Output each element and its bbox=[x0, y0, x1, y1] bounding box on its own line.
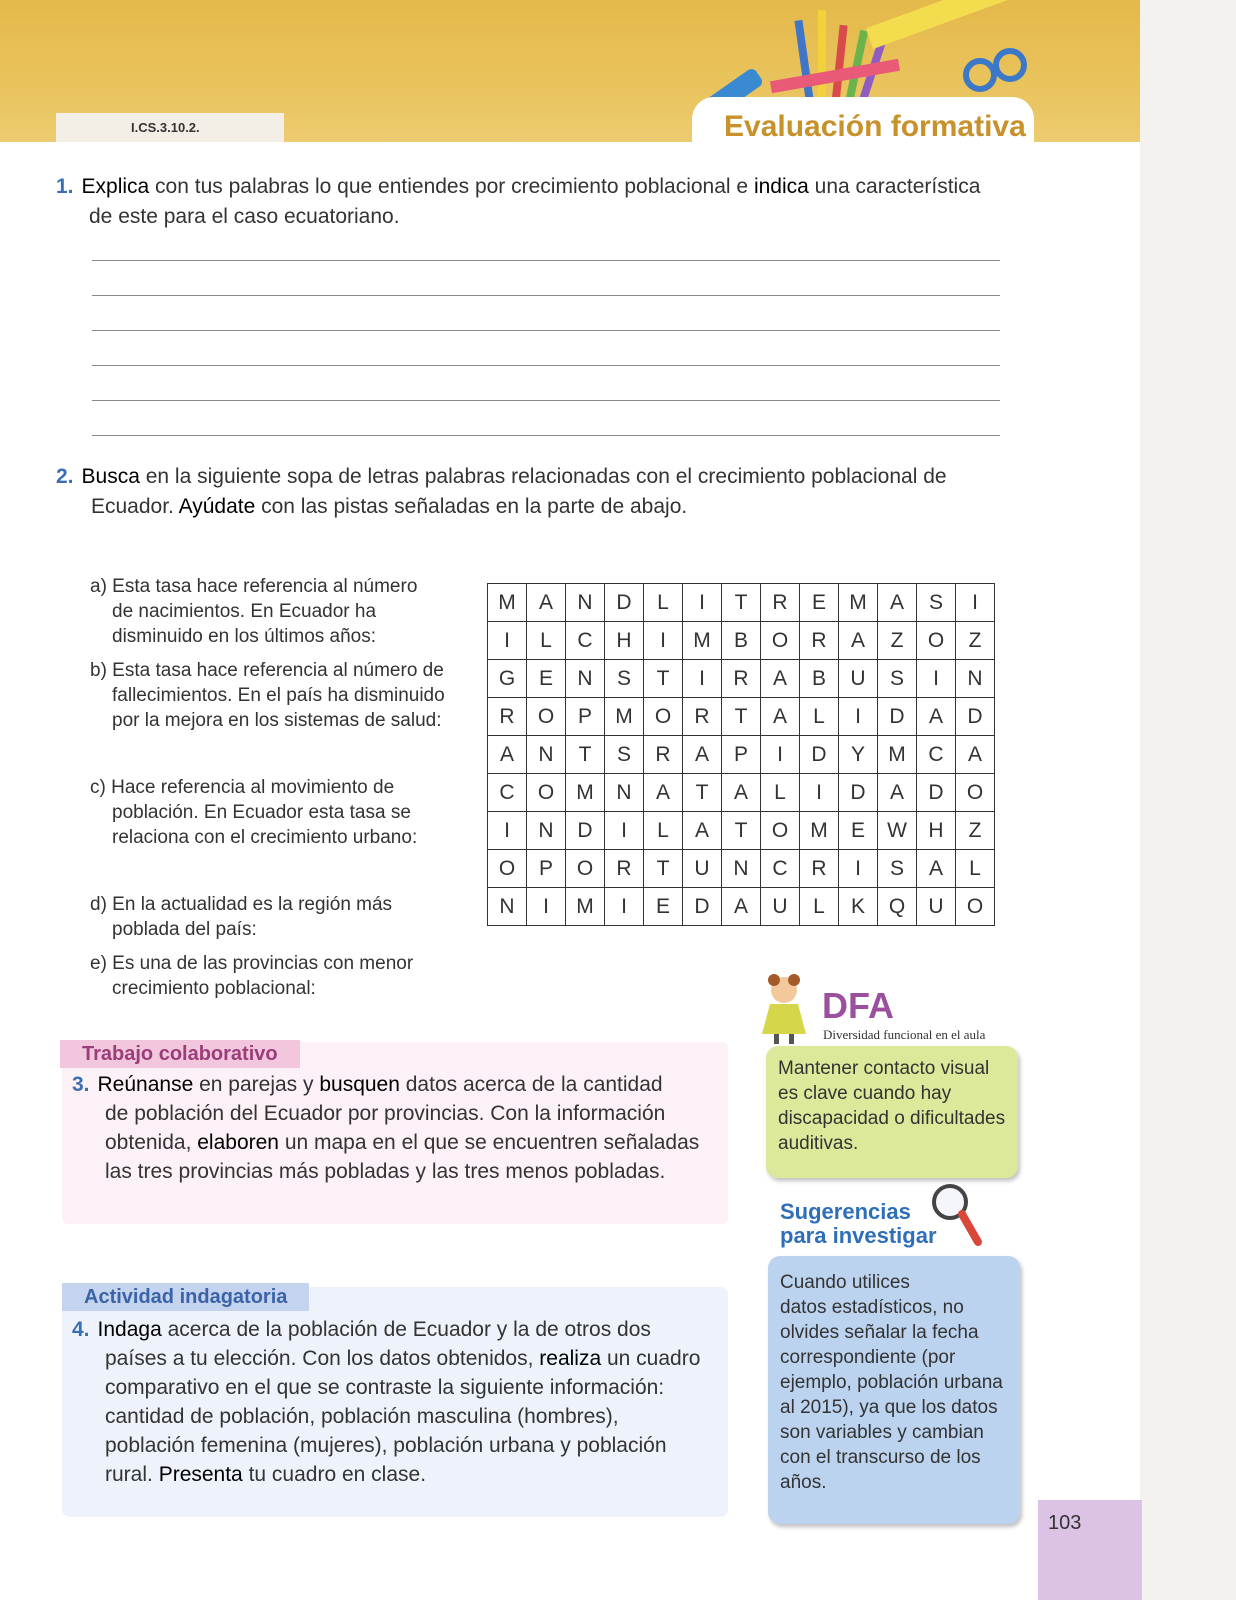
question-text: Ecuador. bbox=[91, 495, 179, 518]
grid-cell[interactable]: O bbox=[761, 812, 800, 850]
grid-cell[interactable]: R bbox=[722, 660, 761, 698]
grid-cell[interactable]: Z bbox=[956, 812, 995, 850]
grid-cell[interactable]: T bbox=[722, 584, 761, 622]
grid-cell[interactable]: M bbox=[566, 888, 605, 926]
scissors-loop bbox=[996, 51, 1024, 79]
grid-cell[interactable]: M bbox=[683, 622, 722, 660]
grid-cell[interactable]: S bbox=[878, 850, 917, 888]
grid-cell[interactable]: D bbox=[800, 736, 839, 774]
grid-cell[interactable]: A bbox=[761, 660, 800, 698]
grid-cell[interactable]: O bbox=[527, 774, 566, 812]
grid-cell[interactable]: N bbox=[488, 888, 527, 926]
grid-cell[interactable]: A bbox=[956, 736, 995, 774]
grid-cell[interactable]: N bbox=[722, 850, 761, 888]
grid-cell[interactable]: A bbox=[527, 584, 566, 622]
clue-e: e) Es una de las provincias con menor crecimiento poblacional: bbox=[90, 953, 414, 999]
grid-cell[interactable]: L bbox=[761, 774, 800, 812]
grid-cell[interactable]: A bbox=[644, 774, 683, 812]
grid-cell[interactable]: A bbox=[917, 698, 956, 736]
grid-cell[interactable]: E bbox=[644, 888, 683, 926]
grid-row bbox=[488, 698, 995, 736]
page-number: 103 bbox=[1038, 1500, 1142, 1600]
answer-line[interactable] bbox=[92, 435, 1000, 436]
grid-cell[interactable]: C bbox=[566, 622, 605, 660]
grid-cell[interactable]: L bbox=[800, 698, 839, 736]
grid-cell[interactable]: O bbox=[566, 850, 605, 888]
grid-cell[interactable]: D bbox=[683, 888, 722, 926]
suggestions-title: Sugerencias para investigar bbox=[780, 1199, 937, 1248]
question-text: con tus palabras lo que entiendes por crecimiento poblacional e bbox=[149, 175, 754, 198]
grid-cell[interactable]: I bbox=[761, 736, 800, 774]
grid-cell[interactable]: O bbox=[488, 850, 527, 888]
grid-cell[interactable]: P bbox=[527, 850, 566, 888]
grid-cell[interactable]: N bbox=[956, 660, 995, 698]
grid-cell[interactable]: I bbox=[683, 584, 722, 622]
grid-row bbox=[488, 774, 995, 812]
grid-cell[interactable]: U bbox=[683, 850, 722, 888]
grid-cell[interactable]: R bbox=[488, 698, 527, 736]
answer-line[interactable] bbox=[92, 330, 1000, 331]
grid-cell[interactable]: M bbox=[878, 736, 917, 774]
grid-cell[interactable]: C bbox=[488, 774, 527, 812]
grid-cell[interactable]: R bbox=[644, 736, 683, 774]
grid-cell[interactable]: T bbox=[566, 736, 605, 774]
grid-cell[interactable]: A bbox=[878, 774, 917, 812]
inquiry-activity-label: Actividad indagatoria bbox=[62, 1283, 309, 1311]
grid-cell[interactable]: I bbox=[488, 622, 527, 660]
grid-cell[interactable]: I bbox=[605, 888, 644, 926]
answer-line[interactable] bbox=[92, 260, 1000, 261]
grid-cell[interactable]: Y bbox=[839, 736, 878, 774]
grid-row bbox=[488, 584, 995, 622]
grid-cell[interactable]: R bbox=[605, 850, 644, 888]
grid-cell[interactable]: S bbox=[917, 584, 956, 622]
grid-cell[interactable]: A bbox=[683, 736, 722, 774]
grid-cell[interactable]: M bbox=[488, 584, 527, 622]
grid-cell[interactable]: R bbox=[761, 584, 800, 622]
grid-cell[interactable]: Z bbox=[956, 622, 995, 660]
grid-cell[interactable]: N bbox=[527, 736, 566, 774]
grid-cell[interactable]: E bbox=[800, 584, 839, 622]
grid-cell[interactable]: R bbox=[800, 850, 839, 888]
grid-cell[interactable]: U bbox=[839, 660, 878, 698]
grid-cell[interactable]: C bbox=[917, 736, 956, 774]
grid-cell[interactable]: M bbox=[566, 774, 605, 812]
grid-cell[interactable]: S bbox=[878, 660, 917, 698]
grid-cell[interactable]: A bbox=[683, 812, 722, 850]
grid-cell[interactable]: I bbox=[488, 812, 527, 850]
grid-cell[interactable]: M bbox=[605, 698, 644, 736]
clue-d: d) En la actualidad es la región más poblada del país: bbox=[90, 894, 393, 940]
grid-cell[interactable]: H bbox=[917, 812, 956, 850]
clue-a: a) Esta tasa hace referencia al número de nacimientos. En Ecuador ha disminuido en los últimos años: bbox=[90, 576, 418, 647]
grid-cell[interactable]: L bbox=[527, 622, 566, 660]
grid-cell[interactable]: B bbox=[800, 660, 839, 698]
question-text: en la siguiente sopa de letras palabras relacionadas con el crecimiento poblacional de bbox=[139, 465, 947, 488]
grid-cell[interactable]: M bbox=[800, 812, 839, 850]
verb: indica bbox=[753, 175, 809, 198]
grid-cell[interactable]: L bbox=[644, 812, 683, 850]
grid-cell[interactable]: P bbox=[566, 698, 605, 736]
clue-c: c) Hace referencia al movimiento de población. En Ecuador esta tasa se relaciona con el crecimiento urbano: bbox=[90, 777, 418, 848]
answer-line[interactable] bbox=[92, 295, 1000, 296]
grid-row bbox=[488, 888, 995, 926]
grid-cell[interactable]: D bbox=[605, 584, 644, 622]
grid-cell[interactable]: I bbox=[683, 660, 722, 698]
grid-cell[interactable]: T bbox=[644, 850, 683, 888]
grid-cell[interactable]: N bbox=[566, 660, 605, 698]
grid-cell[interactable]: T bbox=[722, 698, 761, 736]
magnifier-icon bbox=[928, 1180, 984, 1250]
grid-cell[interactable]: O bbox=[956, 888, 995, 926]
grid-row bbox=[488, 660, 995, 698]
grid-cell[interactable]: Q bbox=[878, 888, 917, 926]
grid-cell[interactable]: O bbox=[917, 622, 956, 660]
grid-cell[interactable]: D bbox=[566, 812, 605, 850]
question-3: 3. Reúnanse en parejas y busquen datos acerca de la cantidad de población del Ecuador por provincias. Con la información obtenida, elaboren un mapa en el que se encuentren señaladas las tres provincias más pobladas y las tres menos pobladas. bbox=[72, 1073, 700, 1183]
grid-cell[interactable]: I bbox=[839, 850, 878, 888]
question-text: una característica bbox=[808, 175, 981, 198]
grid-cell[interactable]: D bbox=[917, 774, 956, 812]
curriculum-code: I.CS.3.10.2. bbox=[56, 113, 284, 142]
grid-cell[interactable]: Z bbox=[878, 622, 917, 660]
scissors-loop bbox=[966, 61, 994, 89]
grid-cell[interactable]: B bbox=[722, 622, 761, 660]
grid-cell[interactable]: D bbox=[878, 698, 917, 736]
grid-cell[interactable]: I bbox=[800, 774, 839, 812]
grid-cell[interactable]: N bbox=[566, 584, 605, 622]
grid-cell[interactable]: P bbox=[722, 736, 761, 774]
question-1 bbox=[56, 172, 1036, 232]
suggestions-note: Cuando utilices datos estadísticos, no olvides señalar la fecha correspondiente (por ejemplo, población urbana al 2015), ya que los datos son variables y cambian con el transcurso de los años. bbox=[768, 1256, 1020, 1524]
girl-illustration bbox=[752, 968, 822, 1048]
grid-row bbox=[488, 736, 995, 774]
grid-cell[interactable]: N bbox=[527, 812, 566, 850]
grid-cell[interactable]: I bbox=[644, 622, 683, 660]
verb: Busca bbox=[81, 465, 140, 488]
grid-cell[interactable]: U bbox=[917, 888, 956, 926]
grid-cell[interactable]: N bbox=[605, 774, 644, 812]
pencils bbox=[794, 10, 887, 110]
question-text: con las pistas señaladas en la parte de abajo. bbox=[255, 495, 688, 518]
grid-cell[interactable]: R bbox=[683, 698, 722, 736]
grid-cell[interactable]: S bbox=[605, 736, 644, 774]
grid-cell[interactable]: I bbox=[917, 660, 956, 698]
grid-cell[interactable]: D bbox=[956, 698, 995, 736]
grid-cell[interactable]: I bbox=[605, 812, 644, 850]
grid-row bbox=[488, 812, 995, 850]
question-number: 1. bbox=[56, 175, 74, 198]
verb: Ayúdate bbox=[178, 495, 256, 518]
grid-cell[interactable]: L bbox=[644, 584, 683, 622]
grid-cell[interactable]: A bbox=[761, 698, 800, 736]
grid-cell[interactable]: O bbox=[761, 622, 800, 660]
question-text: de este para el caso ecuatoriano. bbox=[89, 205, 400, 228]
grid-cell[interactable]: O bbox=[956, 774, 995, 812]
dfa-note: Mantener contacto visual es clave cuando hay discapacidad o dificultades auditivas. bbox=[766, 1046, 1018, 1178]
grid-cell[interactable]: E bbox=[527, 660, 566, 698]
grid-cell[interactable]: W bbox=[878, 812, 917, 850]
answer-line[interactable] bbox=[92, 400, 1000, 401]
grid-cell[interactable]: A bbox=[722, 888, 761, 926]
grid-cell[interactable]: O bbox=[527, 698, 566, 736]
grid-row bbox=[488, 622, 995, 660]
grid-cell[interactable]: G bbox=[488, 660, 527, 698]
grid-cell[interactable]: T bbox=[722, 812, 761, 850]
dfa-subtitle: Diversidad funcional en el aula bbox=[823, 1027, 986, 1042]
grid-cell[interactable]: D bbox=[839, 774, 878, 812]
grid-cell[interactable]: L bbox=[956, 850, 995, 888]
collaborative-work-label: Trabajo colaborativo bbox=[60, 1040, 300, 1068]
grid-cell[interactable]: K bbox=[839, 888, 878, 926]
question-4: 4. Indaga acerca de la población de Ecuador y la de otros dos países a tu elección. Con los datos obtenidos, realiza un cuadro comparativo en el que se contraste la siguiente información: cantidad de población, población masculina (hombres), población femenina (mujeres), población urbana y población rural. Presenta tu cuadro en clase. bbox=[72, 1318, 701, 1486]
grid-cell[interactable]: A bbox=[917, 850, 956, 888]
verb: Explica bbox=[81, 175, 150, 198]
grid-cell[interactable]: E bbox=[839, 812, 878, 850]
grid-cell[interactable]: A bbox=[839, 622, 878, 660]
grid-cell[interactable]: L bbox=[800, 888, 839, 926]
grid-cell[interactable]: S bbox=[605, 660, 644, 698]
grid-cell[interactable]: I bbox=[839, 698, 878, 736]
grid-cell[interactable]: A bbox=[878, 584, 917, 622]
answer-line[interactable] bbox=[92, 365, 1000, 366]
page-margin bbox=[1140, 0, 1236, 1600]
grid-cell[interactable]: M bbox=[839, 584, 878, 622]
grid-cell[interactable]: A bbox=[722, 774, 761, 812]
grid-cell[interactable]: T bbox=[683, 774, 722, 812]
question-2 bbox=[56, 462, 1016, 522]
grid-cell[interactable]: I bbox=[527, 888, 566, 926]
dfa-title: DFA bbox=[822, 985, 894, 1026]
word-search-grid[interactable] bbox=[487, 583, 995, 926]
grid-row bbox=[488, 850, 995, 888]
grid-cell[interactable]: U bbox=[761, 888, 800, 926]
grid-cell[interactable]: T bbox=[644, 660, 683, 698]
page-title: Evaluación formativa bbox=[692, 97, 1034, 149]
ruler bbox=[866, 0, 1014, 49]
grid-cell[interactable]: O bbox=[644, 698, 683, 736]
question-number: 2. bbox=[56, 465, 74, 488]
grid-cell[interactable]: I bbox=[956, 584, 995, 622]
grid-cell[interactable]: H bbox=[605, 622, 644, 660]
grid-cell[interactable]: A bbox=[488, 736, 527, 774]
clue-b: b) Esta tasa hace referencia al número de fallecimientos. En el país ha disminuido por la mejora en los sistemas de salud: bbox=[90, 660, 445, 731]
grid-cell[interactable]: R bbox=[800, 622, 839, 660]
grid-cell[interactable]: C bbox=[761, 850, 800, 888]
